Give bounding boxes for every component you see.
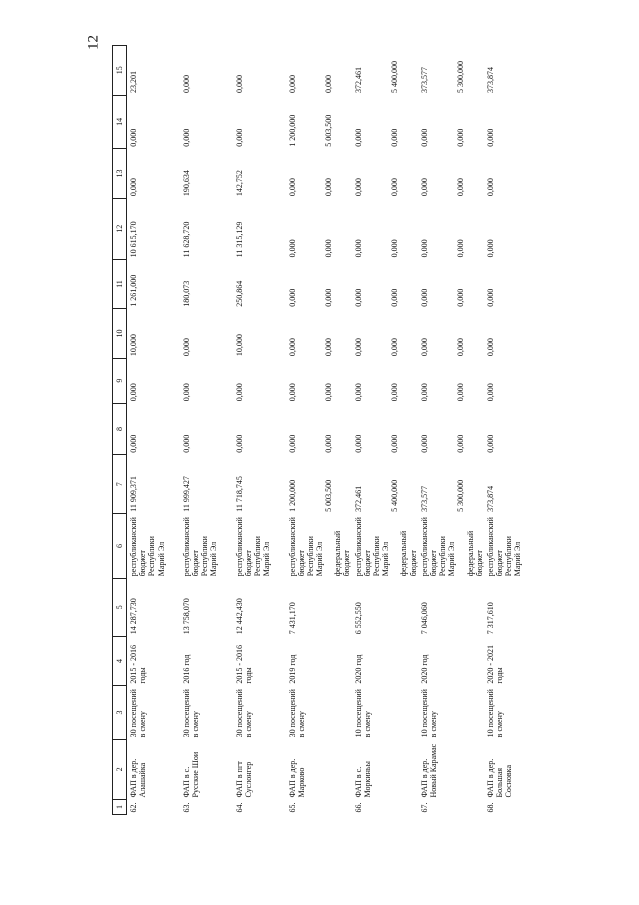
estimated-cost: 12 442,430 <box>234 598 244 635</box>
amount-col-13-cell <box>418 149 484 198</box>
amount-col-11-cell <box>352 259 418 308</box>
amount-col-14: 0,000 <box>353 128 363 147</box>
amount-col-11: 180,073 <box>181 280 191 307</box>
period: 2016 год <box>181 654 191 684</box>
total-amount: 5 300,000 <box>455 479 465 512</box>
period: 2020 год <box>419 654 429 684</box>
amount-col-10: 10,000 <box>129 334 138 357</box>
column-header: 9 <box>113 358 127 403</box>
amount-col-15: 0,000 <box>181 75 191 94</box>
page-number: 12 <box>85 35 102 50</box>
object-name: ФАП в дер. Марково <box>287 758 306 798</box>
funding-source: республиканский бюджет Республики Марий Эл <box>353 517 391 577</box>
capacity: 30 посещений в смену <box>129 689 148 738</box>
total-amount-cell <box>352 455 418 514</box>
funding-source-cell <box>286 514 352 578</box>
amount-col-9: 0,000 <box>485 383 495 402</box>
amount-col-9: 0,000 <box>129 383 138 402</box>
row-number: 66. <box>353 802 363 813</box>
estimated-cost: 6 552,550 <box>353 602 363 635</box>
amount-col-9-cell <box>418 358 484 403</box>
amount-col-13: 0,000 <box>287 178 297 197</box>
amount-col-11: 0,000 <box>419 288 429 307</box>
amount-col-13: 0,000 <box>323 178 333 197</box>
table-row <box>484 46 537 815</box>
amount-col-9: 0,000 <box>234 383 244 402</box>
amount-col-11: 0,000 <box>485 288 495 307</box>
amount-col-11: 0,000 <box>323 288 333 307</box>
capacity: 10 посещений в смену <box>353 689 372 738</box>
period: 2019 год <box>287 654 297 684</box>
amount-col-15: 373,874 <box>485 67 495 94</box>
table-row <box>233 46 286 815</box>
total-amount-cell <box>286 455 352 514</box>
amount-col-12: 0,000 <box>389 239 399 258</box>
amount-col-8: 0,000 <box>234 434 244 453</box>
amount-col-9: 0,000 <box>389 383 399 402</box>
amount-col-15-cell <box>352 46 418 96</box>
funding-source: республиканский бюджет Республики Марий Эл <box>234 517 272 577</box>
amount-col-12: 0,000 <box>419 239 429 258</box>
column-header: 13 <box>113 149 127 198</box>
estimated-cost: 7 317,610 <box>485 602 495 635</box>
amount-col-8: 0,000 <box>389 434 399 453</box>
amount-col-10: 0,000 <box>287 338 297 357</box>
amount-col-15-cell <box>418 46 484 96</box>
amount-col-10: 0,000 <box>455 338 465 357</box>
amount-col-12: 0,000 <box>353 239 363 258</box>
amount-col-14: 0,000 <box>181 128 191 147</box>
amount-col-13: 0,000 <box>485 178 495 197</box>
amount-col-10: 0,000 <box>419 338 429 357</box>
row-number: 65. <box>287 802 297 813</box>
amount-col-8: 0,000 <box>287 434 297 453</box>
amount-col-11: 250,864 <box>234 280 244 307</box>
amount-col-12: 11 315,129 <box>234 221 244 258</box>
total-amount: 5 400,000 <box>389 479 399 512</box>
amount-col-11: 1 261,000 <box>129 274 138 307</box>
row-number: 62. <box>129 802 138 813</box>
funding-source: республиканский бюджет Республики Марий Эл <box>181 517 219 577</box>
amount-col-14: 0,000 <box>419 128 429 147</box>
column-header: 14 <box>113 95 127 149</box>
amount-col-14-cell <box>418 95 484 149</box>
amount-col-12: 0,000 <box>287 239 297 258</box>
row-number: 67. <box>419 802 429 813</box>
amount-col-11-cell <box>286 259 352 308</box>
total-amount-cell <box>418 455 484 514</box>
total-amount: 11 909,371 <box>129 476 138 512</box>
amount-col-13-cell <box>352 149 418 198</box>
table-row <box>180 46 233 815</box>
funding-source: республиканский бюджет Республики Марий Эл <box>129 517 166 577</box>
amount-col-15: 0,000 <box>287 75 297 94</box>
object-name: ФАП в с. Русские Шои <box>181 751 200 798</box>
table-row <box>286 46 352 815</box>
funding-source: республиканский бюджет Республики Марий Эл <box>287 517 325 577</box>
amount-col-13: 190,634 <box>181 170 191 197</box>
amount-col-8-cell <box>352 403 418 455</box>
amount-col-9-cell <box>352 358 418 403</box>
amount-col-15: 23,201 <box>129 71 138 94</box>
amount-col-13: 0,000 <box>353 178 363 197</box>
amount-col-14: 0,000 <box>485 128 495 147</box>
funding-source: федеральный бюджет <box>465 530 484 577</box>
amount-col-10: 0,000 <box>389 338 399 357</box>
amount-col-15: 373,577 <box>419 67 429 94</box>
amount-col-11: 0,000 <box>353 288 363 307</box>
amount-col-11: 0,000 <box>287 288 297 307</box>
column-header: 4 <box>113 636 127 685</box>
amount-col-12: 11 628,720 <box>181 221 191 258</box>
total-amount: 372,461 <box>353 485 363 512</box>
capacity: 10 посещений в смену <box>485 689 505 738</box>
amount-col-8: 0,000 <box>181 434 191 453</box>
amount-col-15-cell <box>286 46 352 96</box>
row-number: 64. <box>234 802 244 813</box>
funding-source: республиканский бюджет Республики Марий Эл <box>419 517 457 577</box>
estimated-cost: 14 287,730 <box>129 598 138 635</box>
funding-source-cell <box>418 514 484 578</box>
amount-col-9: 0,000 <box>181 383 191 402</box>
amount-col-10-cell <box>286 309 352 358</box>
row-number: 68. <box>485 802 495 813</box>
amount-col-15: 5 400,000 <box>389 61 399 94</box>
total-amount: 5 003,500 <box>323 479 333 512</box>
amount-col-10: 0,000 <box>485 338 495 357</box>
funding-source: федеральный бюджет <box>399 530 418 577</box>
table-row <box>127 46 180 815</box>
period: 2020 - 2021 годы <box>485 644 505 684</box>
investment-table <box>112 45 537 815</box>
object-name: ФАП в пгт Суслонгер <box>234 761 253 798</box>
amount-col-12: 0,000 <box>323 239 333 258</box>
amount-col-14: 1 200,000 <box>287 114 297 147</box>
column-header: 10 <box>113 309 127 358</box>
row-number: 63. <box>181 802 191 813</box>
object-name: ФАП в дер. Большая Сосновка <box>485 758 514 798</box>
object-name: ФАП в дер. Алашайка <box>129 758 148 798</box>
rotated-table-container <box>112 45 522 815</box>
amount-col-14: 5 003,500 <box>323 114 333 147</box>
column-header: 15 <box>113 46 127 96</box>
estimated-cost: 7 046,060 <box>419 602 429 635</box>
amount-col-13: 0,000 <box>389 178 399 197</box>
column-header: 2 <box>113 739 127 799</box>
total-amount: 11 999,427 <box>181 476 191 512</box>
amount-col-15: 0,000 <box>323 75 333 94</box>
amount-col-14: 0,000 <box>129 128 138 147</box>
amount-col-13: 0,000 <box>129 178 138 197</box>
amount-col-10: 0,000 <box>181 338 191 357</box>
amount-col-10: 0,000 <box>353 338 363 357</box>
amount-col-12: 0,000 <box>485 239 495 258</box>
amount-col-12-cell <box>352 198 418 259</box>
amount-col-14-cell <box>352 95 418 149</box>
amount-col-9-cell <box>286 358 352 403</box>
total-amount: 1 200,000 <box>287 479 297 512</box>
amount-col-8-cell <box>286 403 352 455</box>
amount-col-8: 0,000 <box>323 434 333 453</box>
amount-col-12: 10 615,170 <box>129 221 138 258</box>
amount-col-10: 0,000 <box>323 338 333 357</box>
total-amount: 11 718,745 <box>234 476 244 512</box>
amount-col-8: 0,000 <box>455 434 465 453</box>
object-name: ФАП в дер. Новый Карамас <box>419 743 438 798</box>
column-header: 5 <box>113 578 127 636</box>
column-header: 8 <box>113 403 127 455</box>
amount-col-11: 0,000 <box>389 288 399 307</box>
amount-col-8: 0,000 <box>485 434 495 453</box>
amount-col-9: 0,000 <box>353 383 363 402</box>
total-amount: 373,874 <box>485 485 495 512</box>
amount-col-8: 0,000 <box>353 434 363 453</box>
capacity: 30 посещений в смену <box>181 689 200 738</box>
period: 2020 год <box>353 654 363 684</box>
table-row <box>418 46 484 815</box>
capacity: 10 посещений в смену <box>419 689 438 738</box>
amount-col-9: 0,000 <box>287 383 297 402</box>
amount-col-8: 0,000 <box>419 434 429 453</box>
amount-col-14: 0,000 <box>389 128 399 147</box>
amount-col-13: 142,752 <box>234 170 244 197</box>
amount-col-11: 0,000 <box>455 288 465 307</box>
funding-source: республиканский бюджет Республики Марий Эл <box>485 517 523 577</box>
amount-col-13: 0,000 <box>455 178 465 197</box>
period: 2015 - 2016 годы <box>129 644 148 684</box>
estimated-cost: 13 758,070 <box>181 598 191 635</box>
amount-col-10: 10,000 <box>234 334 244 357</box>
column-header: 11 <box>113 259 127 308</box>
capacity: 30 посещений в смену <box>234 689 253 738</box>
funding-source-cell <box>352 514 418 578</box>
column-header: 3 <box>113 686 127 740</box>
amount-col-15: 5 300,000 <box>455 61 465 94</box>
capacity: 30 посещений в смену <box>287 689 306 738</box>
amount-col-14: 0,000 <box>234 128 244 147</box>
amount-col-9: 0,000 <box>419 383 429 402</box>
amount-col-8-cell <box>418 403 484 455</box>
amount-col-9: 0,000 <box>455 383 465 402</box>
period: 2015 - 2016 годы <box>234 644 253 684</box>
amount-col-14-cell <box>286 95 352 149</box>
column-header: 12 <box>113 198 127 259</box>
amount-col-10-cell <box>418 309 484 358</box>
amount-col-10-cell <box>352 309 418 358</box>
total-amount: 373,577 <box>419 485 429 512</box>
amount-col-11-cell <box>418 259 484 308</box>
amount-col-13: 0,000 <box>419 178 429 197</box>
amount-col-12-cell <box>286 198 352 259</box>
amount-col-12-cell <box>418 198 484 259</box>
amount-col-14: 0,000 <box>455 128 465 147</box>
object-name: ФАП в с. Моркиньы <box>353 761 372 798</box>
amount-col-15: 372,461 <box>353 67 363 94</box>
funding-source: федеральный бюджет <box>333 530 352 577</box>
column-header: 6 <box>113 514 127 578</box>
amount-col-12: 0,000 <box>455 239 465 258</box>
header-row <box>113 46 127 815</box>
estimated-cost: 7 431,170 <box>287 602 297 635</box>
amount-col-8: 0,000 <box>129 434 138 453</box>
amount-col-15: 0,000 <box>234 75 244 94</box>
column-header: 7 <box>113 455 127 514</box>
amount-col-9: 0,000 <box>323 383 333 402</box>
column-header: 1 <box>113 799 127 814</box>
table-row <box>352 46 418 815</box>
amount-col-13-cell <box>286 149 352 198</box>
